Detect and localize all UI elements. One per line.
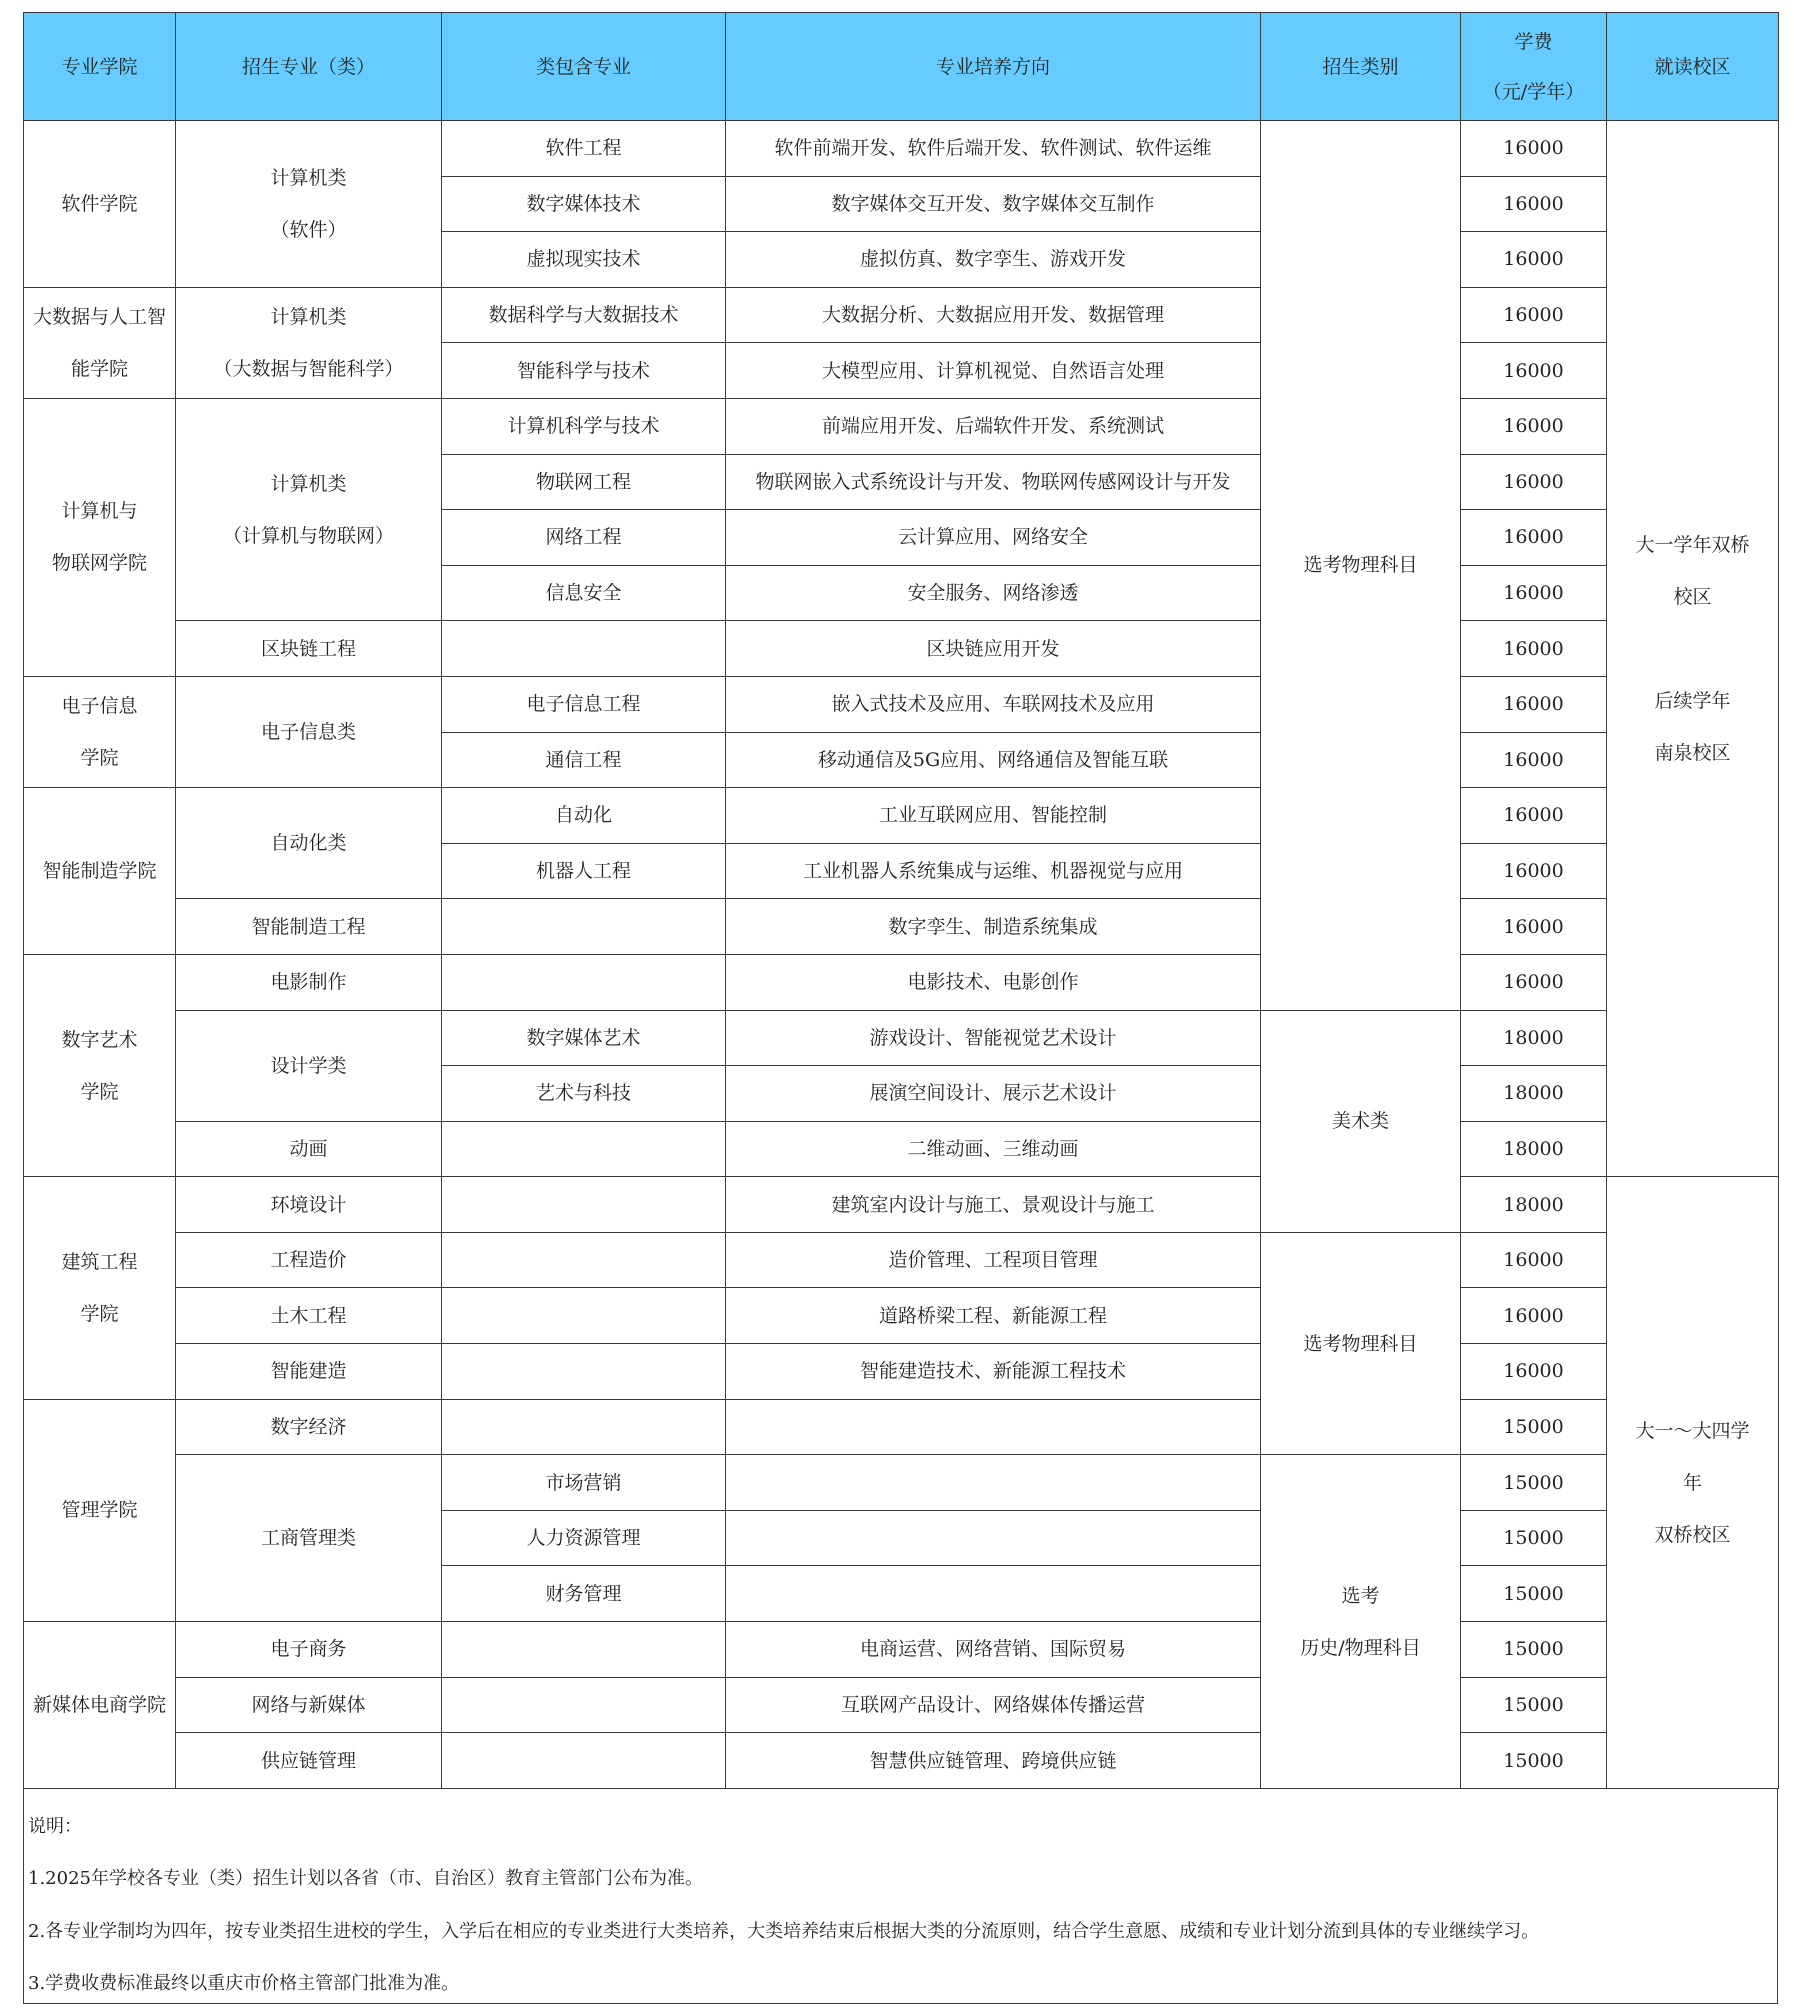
major-cell: 区块链工程 (176, 621, 442, 677)
included-cell (442, 1121, 726, 1177)
included-cell: 物联网工程 (442, 454, 726, 510)
fee-cell: 15000 (1461, 1455, 1607, 1511)
direction-cell: 嵌入式技术及应用、车联网技术及应用 (726, 676, 1261, 732)
category-cell: 美术类 (1261, 1010, 1461, 1232)
college-cell (24, 676, 176, 787)
included-cell (442, 1399, 726, 1455)
table-row (24, 1177, 1779, 1233)
header-fee (1461, 13, 1607, 121)
direction-cell: 物联网嵌入式系统设计与开发、物联网传感网设计与开发 (726, 454, 1261, 510)
included-cell (442, 954, 726, 1010)
major-cell: 自动化类 (176, 788, 442, 899)
fee-cell: 15000 (1461, 1510, 1607, 1566)
table-header-row (24, 13, 1779, 121)
header-fee-line2: （元/学年） (1482, 80, 1585, 103)
direction-cell: 造价管理、工程项目管理 (726, 1232, 1261, 1288)
campus-text: 双桥校区 (1654, 1523, 1731, 1546)
fee-cell: 18000 (1461, 1066, 1607, 1122)
included-cell (442, 621, 726, 677)
college-name: 电子信息 (61, 695, 138, 718)
admission-table (23, 12, 1779, 1789)
direction-cell: 移动通信及5G应用、网络通信及智能互联 (726, 732, 1261, 788)
table-row (24, 676, 1779, 732)
notes-section (23, 1789, 1778, 2004)
category-text: 选考 (1341, 1584, 1380, 1607)
fee-cell: 16000 (1461, 565, 1607, 621)
table-row (24, 1399, 1779, 1455)
major-cell (176, 398, 442, 620)
table-row (24, 1733, 1779, 1789)
fee-cell: 16000 (1461, 176, 1607, 232)
campus-text: 南泉校区 (1654, 741, 1731, 764)
included-cell: 数字媒体技术 (442, 176, 726, 232)
direction-cell (726, 1455, 1261, 1511)
college-name: 计算机与 (61, 500, 138, 523)
included-cell (442, 899, 726, 955)
table-row (24, 1288, 1779, 1344)
table-row (24, 1677, 1779, 1733)
table-row (24, 1010, 1779, 1066)
direction-cell (726, 1566, 1261, 1622)
header-included: 类包含专业 (442, 13, 726, 121)
fee-cell: 16000 (1461, 454, 1607, 510)
direction-cell: 电影技术、电影创作 (726, 954, 1261, 1010)
fee-cell: 16000 (1461, 843, 1607, 899)
direction-cell: 智慧供应链管理、跨境供应链 (726, 1733, 1261, 1789)
included-cell: 数字媒体艺术 (442, 1010, 726, 1066)
campus-text: 大一学年双桥 (1635, 533, 1750, 556)
major-cell: 数字经济 (176, 1399, 442, 1455)
college-cell (24, 954, 176, 1176)
campus-text: 大一～大四学 (1635, 1419, 1750, 1442)
college-cell (24, 121, 176, 288)
included-cell: 智能科学与技术 (442, 343, 726, 399)
notes-title: 说明： (28, 1815, 82, 1837)
table-row (24, 954, 1779, 1010)
category-cell: 选考物理科目 (1261, 1232, 1461, 1454)
direction-cell: 大数据分析、大数据应用开发、数据管理 (726, 287, 1261, 343)
table-row (24, 621, 1779, 677)
included-cell (442, 1232, 726, 1288)
major-cell (176, 287, 442, 398)
table-row (24, 398, 1779, 454)
direction-cell: 数字媒体交互开发、数字媒体交互制作 (726, 176, 1261, 232)
included-cell: 机器人工程 (442, 843, 726, 899)
major-cell: 智能制造工程 (176, 899, 442, 955)
category-cell (1261, 1455, 1461, 1789)
table-row (24, 287, 1779, 343)
included-cell: 计算机科学与技术 (442, 398, 726, 454)
direction-cell: 二维动画、三维动画 (726, 1121, 1261, 1177)
included-cell: 艺术与科技 (442, 1066, 726, 1122)
table-row (24, 899, 1779, 955)
included-cell (442, 1344, 726, 1400)
major-cell: 设计学类 (176, 1010, 442, 1121)
fee-cell: 16000 (1461, 621, 1607, 677)
direction-cell: 电商运营、网络营销、国际贸易 (726, 1622, 1261, 1678)
college-cell (24, 1177, 176, 1399)
table-row (24, 1232, 1779, 1288)
college-name: 软件学院 (61, 192, 138, 215)
direction-cell: 虚拟仿真、数字孪生、游戏开发 (726, 232, 1261, 288)
included-cell: 数据科学与大数据技术 (442, 287, 726, 343)
included-cell: 人力资源管理 (442, 1510, 726, 1566)
direction-cell: 软件前端开发、软件后端开发、软件测试、软件运维 (726, 121, 1261, 177)
fee-cell: 18000 (1461, 1177, 1607, 1233)
header-campus: 就读校区 (1607, 13, 1779, 121)
included-cell: 虚拟现实技术 (442, 232, 726, 288)
direction-cell: 游戏设计、智能视觉艺术设计 (726, 1010, 1261, 1066)
college-cell: 管理学院 (24, 1399, 176, 1621)
included-cell: 财务管理 (442, 1566, 726, 1622)
college-cell (24, 398, 176, 676)
college-name-sub: 学院 (80, 1302, 119, 1325)
fee-cell: 15000 (1461, 1399, 1607, 1455)
major-cell: 电子信息类 (176, 676, 442, 787)
note-item: 2.各专业学制均为四年，按专业类招生进校的学生，入学后在相应的专业类进行大类培养，大类培养结束后根据大类的分流原则，结合学生意愿、成绩和专业计划分流到具体的专业继续学习。 (28, 1920, 1540, 1942)
included-cell: 通信工程 (442, 732, 726, 788)
direction-cell: 前端应用开发、后端软件开发、系统测试 (726, 398, 1261, 454)
fee-cell: 16000 (1461, 398, 1607, 454)
fee-cell: 16000 (1461, 287, 1607, 343)
major-name: 计算机类 (270, 472, 347, 495)
college-name: 大数据与人工智 (32, 305, 166, 328)
fee-cell: 16000 (1461, 788, 1607, 844)
direction-cell (726, 1510, 1261, 1566)
note-item: 1.2025年学校各专业（类）招生计划以各省（市、自治区）教育主管部门公布为准。 (28, 1868, 703, 1890)
fee-cell: 16000 (1461, 121, 1607, 177)
college-cell (24, 287, 176, 398)
header-direction: 专业培养方向 (726, 13, 1261, 121)
fee-cell: 16000 (1461, 1232, 1607, 1288)
fee-cell: 15000 (1461, 1566, 1607, 1622)
direction-cell: 云计算应用、网络安全 (726, 510, 1261, 566)
included-cell (442, 1288, 726, 1344)
table-row (24, 1121, 1779, 1177)
campus-text: 年 (1682, 1471, 1702, 1494)
major-cell: 电子商务 (176, 1622, 442, 1678)
major-cell: 动画 (176, 1121, 442, 1177)
college-cell: 新媒体电商学院 (24, 1622, 176, 1789)
college-name-sub: 物联网学院 (51, 552, 147, 575)
included-cell: 电子信息工程 (442, 676, 726, 732)
fee-cell: 16000 (1461, 732, 1607, 788)
major-name-sub: （软件） (270, 218, 347, 241)
campus-cell (1607, 1177, 1779, 1789)
direction-cell: 展演空间设计、展示艺术设计 (726, 1066, 1261, 1122)
included-cell (442, 1677, 726, 1733)
fee-cell: 16000 (1461, 232, 1607, 288)
fee-cell: 16000 (1461, 1288, 1607, 1344)
major-name-sub: （大数据与智能科学） (213, 357, 404, 380)
table-row (24, 1344, 1779, 1400)
admission-plan-sheet (23, 12, 1778, 2004)
fee-cell: 16000 (1461, 899, 1607, 955)
table-row (24, 1455, 1779, 1511)
direction-cell: 安全服务、网络渗透 (726, 565, 1261, 621)
fee-cell: 16000 (1461, 954, 1607, 1010)
fee-cell: 18000 (1461, 1121, 1607, 1177)
major-name: 计算机类 (270, 166, 347, 189)
included-cell: 软件工程 (442, 121, 726, 177)
college-name-sub: 能学院 (70, 357, 128, 380)
college-name-sub: 学院 (80, 747, 119, 770)
table-row (24, 1622, 1779, 1678)
fee-cell: 15000 (1461, 1622, 1607, 1678)
major-cell: 土木工程 (176, 1288, 442, 1344)
campus-text: 校区 (1673, 585, 1712, 608)
major-cell: 工程造价 (176, 1232, 442, 1288)
campus-cell (1607, 121, 1779, 1177)
direction-cell: 智能建造技术、新能源工程技术 (726, 1344, 1261, 1400)
category-cell: 选考物理科目 (1261, 121, 1461, 1011)
included-cell (442, 1733, 726, 1789)
college-name-sub: 学院 (80, 1080, 119, 1103)
major-cell: 工商管理类 (176, 1455, 442, 1622)
header-major: 招生专业（类） (176, 13, 442, 121)
college-cell: 智能制造学院 (24, 788, 176, 955)
table-row (24, 788, 1779, 844)
major-cell: 网络与新媒体 (176, 1677, 442, 1733)
major-name: 计算机类 (270, 305, 347, 328)
direction-cell: 工业互联网应用、智能控制 (726, 788, 1261, 844)
direction-cell (726, 1399, 1261, 1455)
college-name: 建筑工程 (61, 1250, 138, 1273)
direction-cell: 道路桥梁工程、新能源工程 (726, 1288, 1261, 1344)
direction-cell: 建筑室内设计与施工、景观设计与施工 (726, 1177, 1261, 1233)
fee-cell: 16000 (1461, 510, 1607, 566)
major-cell: 环境设计 (176, 1177, 442, 1233)
campus-text: 后续学年 (1654, 689, 1731, 712)
direction-cell: 区块链应用开发 (726, 621, 1261, 677)
included-cell: 市场营销 (442, 1455, 726, 1511)
fee-cell: 16000 (1461, 1344, 1607, 1400)
included-cell: 自动化 (442, 788, 726, 844)
fee-cell: 15000 (1461, 1733, 1607, 1789)
included-cell: 信息安全 (442, 565, 726, 621)
header-fee-line1: 学费 (1514, 30, 1553, 53)
college-name: 数字艺术 (61, 1028, 138, 1051)
major-cell (176, 121, 442, 288)
fee-cell: 16000 (1461, 676, 1607, 732)
direction-cell: 互联网产品设计、网络媒体传播运营 (726, 1677, 1261, 1733)
table-row (24, 121, 1779, 177)
fee-cell: 18000 (1461, 1010, 1607, 1066)
major-cell: 智能建造 (176, 1344, 442, 1400)
included-cell (442, 1177, 726, 1233)
fee-cell: 15000 (1461, 1677, 1607, 1733)
included-cell (442, 1622, 726, 1678)
direction-cell: 大模型应用、计算机视觉、自然语言处理 (726, 343, 1261, 399)
direction-cell: 工业机器人系统集成与运维、机器视觉与应用 (726, 843, 1261, 899)
major-cell: 供应链管理 (176, 1733, 442, 1789)
note-item: 3.学费收费标准最终以重庆市价格主管部门批准为准。 (28, 1973, 460, 1995)
major-name-sub: （计算机与物联网） (222, 524, 394, 547)
header-college: 专业学院 (24, 13, 176, 121)
major-cell: 电影制作 (176, 954, 442, 1010)
fee-cell: 16000 (1461, 343, 1607, 399)
category-text: 历史/物理科目 (1300, 1636, 1421, 1659)
header-category: 招生类别 (1261, 13, 1461, 121)
direction-cell: 数字孪生、制造系统集成 (726, 899, 1261, 955)
included-cell: 网络工程 (442, 510, 726, 566)
